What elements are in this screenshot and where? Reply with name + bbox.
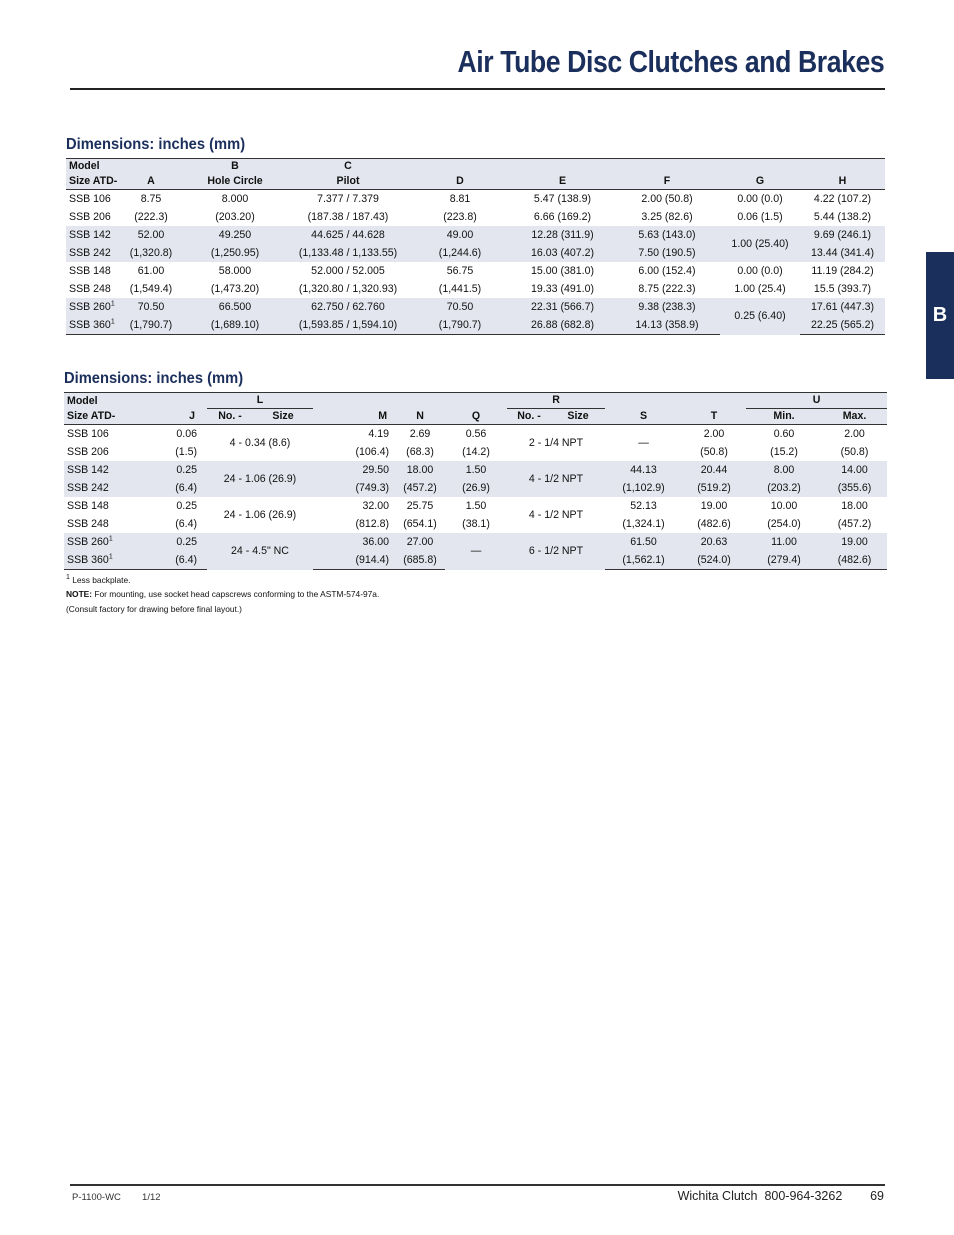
table-cell: (254.0) — [767, 518, 801, 530]
t2-col-u-max: Max. — [822, 409, 887, 425]
model-cell: SSB 248 — [69, 283, 111, 295]
model-cell: SSB 242 — [64, 479, 119, 497]
t1-col-size: Size ATD- — [66, 174, 119, 190]
table-cell: 66.500 — [183, 298, 287, 316]
table-cell: 8.000 — [221, 193, 249, 205]
table-cell: 22.25 (565.2) — [800, 316, 885, 335]
table-cell: 6.66 (169.2) — [533, 211, 592, 223]
table-cell: 5.63 (143.0) — [614, 226, 720, 244]
table-row — [66, 190, 885, 209]
t1-col-c: Pilot — [287, 174, 409, 190]
table-cell: 14.13 (358.9) — [614, 316, 720, 335]
table-cell: 58.000 — [218, 265, 252, 277]
footer-doc-code: P-1100-WC 1/12 — [72, 1192, 161, 1203]
table-cell: 49.00 — [409, 226, 511, 244]
table-cell: (1,324.1) — [622, 518, 665, 530]
t2-col-r-size: Size — [551, 409, 605, 425]
table-row — [64, 425, 887, 444]
model-cell: SSB 260$^1$ — [66, 298, 119, 316]
table-cell: 19.00 — [700, 500, 728, 512]
table-cell: (222.3) — [134, 211, 168, 223]
table-cell: (457.2) — [395, 479, 445, 497]
t1-col-c-letter: C — [287, 159, 409, 175]
table-cell: (482.6) — [822, 551, 887, 570]
table-cell: 2.00 — [703, 428, 725, 440]
table-cell: 52.000 / 52.005 — [311, 265, 385, 277]
table-cell: (1,244.6) — [409, 244, 511, 262]
table-cell: (1,102.9) — [605, 479, 682, 497]
table-cell: 70.50 — [119, 298, 183, 316]
table-cell: 0.06 (1.5) — [737, 211, 783, 223]
table-cell: 36.00 — [313, 533, 395, 551]
t1-col-b: Hole Circle — [183, 174, 287, 190]
table-cell: 9.69 (246.1) — [800, 226, 885, 244]
table-cell: (279.4) — [746, 551, 822, 570]
model-cell: SSB 148 — [67, 500, 109, 512]
model-cell: SSB 106 — [69, 193, 111, 205]
table-cell: 18.00 — [841, 500, 868, 512]
section-tab[interactable]: B — [926, 252, 954, 379]
table-cell: (1,250.95) — [183, 244, 287, 262]
t2-col-j: J — [119, 409, 207, 425]
table-cell: (1,790.7) — [409, 316, 511, 335]
table-cell: 26.88 (682.8) — [511, 316, 614, 335]
table-cell-merged: 6 - 1/2 NPT — [507, 533, 605, 570]
table-cell: 15.5 (393.7) — [813, 283, 872, 295]
table-cell: 22.31 (566.7) — [511, 298, 614, 316]
t1-col-b-letter: B — [183, 159, 287, 175]
table-cell: 1.00 (25.4) — [734, 283, 786, 295]
table-cell: 16.03 (407.2) — [511, 244, 614, 262]
t2-col-model: Model — [64, 393, 119, 410]
table-row — [64, 497, 887, 515]
table-row — [66, 298, 885, 316]
table-cell: 49.250 — [183, 226, 287, 244]
table-cell: 1.50 — [445, 461, 507, 479]
table-cell: 7.377 / 7.379 — [317, 193, 379, 205]
t2-col-u-min: Min. — [746, 409, 822, 425]
table-cell-merged: 4 - 1/2 NPT — [528, 509, 584, 521]
table-cell-merged: 4 - 1/2 NPT — [507, 461, 605, 497]
table-cell: (187.38 / 187.43) — [307, 211, 389, 223]
footer-divider — [70, 1184, 885, 1186]
table-cell: (223.8) — [443, 211, 477, 223]
table-cell: 0.56 — [465, 428, 487, 440]
model-cell: SSB 206 — [67, 446, 109, 458]
page-number: 69 — [870, 1189, 884, 1203]
table-cell: (1,562.1) — [605, 551, 682, 570]
table-cell: 10.00 — [770, 500, 798, 512]
table-row — [66, 262, 885, 280]
t2-col-m: M — [313, 409, 395, 425]
table-cell: (654.1) — [403, 518, 437, 530]
model-cell: SSB 260$^1$ — [64, 533, 119, 551]
dimensions-table-2 — [64, 392, 887, 570]
table-cell: 3.25 (82.6) — [641, 211, 693, 223]
model-cell: SSB 206 — [69, 211, 111, 223]
table-cell: (15.2) — [770, 446, 798, 458]
footer-contact — [678, 1189, 884, 1203]
table-cell: 5.47 (138.9) — [533, 193, 592, 205]
t1-col-h: H — [800, 174, 885, 190]
footnote-marker: 1 — [108, 553, 113, 561]
table-cell: (519.2) — [682, 479, 746, 497]
table-cell: (6.4) — [175, 518, 197, 530]
table-cell: 52.13 — [630, 500, 657, 512]
table-cell: 2.00 (50.8) — [641, 193, 693, 205]
table-cell: 19.00 — [822, 533, 887, 551]
mounting-note: NOTE: For mounting, use socket head capscrews conforming to the ASTM-574-97a. — [66, 589, 380, 600]
table-cell: (50.8) — [700, 446, 728, 458]
footnote-marker: 1 — [110, 300, 115, 308]
table-cell: 56.75 — [446, 265, 474, 277]
t1-col-a: A — [119, 174, 183, 190]
table-row — [64, 479, 887, 497]
table-cell-merged: 0.25 (6.40) — [720, 298, 800, 335]
model-cell: SSB 248 — [67, 518, 109, 530]
footnote-marker: 1 — [108, 535, 113, 543]
table-row — [64, 443, 887, 461]
table-cell: 2.00 — [844, 428, 865, 440]
table-cell: (482.6) — [697, 518, 731, 530]
model-cell: SSB 242 — [66, 244, 119, 262]
t2-col-l-no: No. - — [207, 409, 253, 425]
t1-col-d: D — [409, 174, 511, 190]
table-cell: (1,790.7) — [119, 316, 183, 335]
page-title: Air Tube Disc Clutches and Brakes — [457, 44, 884, 79]
table-cell: 44.625 / 44.628 — [287, 226, 409, 244]
table-cell: (106.4) — [355, 446, 390, 458]
table-cell: (203.2) — [746, 479, 822, 497]
table-cell: (1,133.48 / 1,133.55) — [287, 244, 409, 262]
t2-col-r-no: No. - — [507, 409, 551, 425]
table-cell: 0.25 — [119, 461, 207, 479]
table-cell: (1,549.4) — [129, 283, 173, 295]
t2-col-size: Size ATD- — [64, 409, 119, 425]
table-cell: (50.8) — [840, 446, 869, 458]
table-cell: 32.00 — [362, 500, 390, 512]
table1-heading: Dimensions: inches (mm) — [66, 136, 246, 153]
model-cell: SSB 148 — [69, 265, 111, 277]
footer-company: Wichita Clutch — [677, 1189, 758, 1203]
table-cell: (6.4) — [119, 551, 207, 570]
table-cell: 52.00 — [119, 226, 183, 244]
table-cell: (26.9) — [445, 479, 507, 497]
table-cell: 0.25 — [119, 533, 207, 551]
t1-col-g: G — [720, 174, 800, 190]
table-cell: (1,320.80 / 1,320.93) — [298, 283, 398, 295]
t2-col-r-group: R — [507, 393, 605, 409]
table-cell: (355.6) — [822, 479, 887, 497]
table-cell: 12.28 (311.9) — [511, 226, 614, 244]
table-cell: 0.60 — [773, 428, 795, 440]
table-cell: 18.00 — [395, 461, 445, 479]
table-row — [66, 208, 885, 226]
table-row — [66, 280, 885, 298]
table-cell: 11.19 (284.2) — [811, 265, 874, 277]
table-cell: (14.2) — [462, 446, 490, 458]
table-cell: 7.50 (190.5) — [614, 244, 720, 262]
table-cell: (6.4) — [119, 479, 207, 497]
table-cell: 8.75 — [140, 193, 162, 205]
footnote-backplate: $^1$ Less backplate. — [66, 574, 131, 585]
table-cell: 8.81 — [449, 193, 471, 205]
table2-heading: Dimensions: inches (mm) — [64, 370, 244, 387]
table-cell: 61.50 — [605, 533, 682, 551]
table-cell: 29.50 — [313, 461, 395, 479]
table-cell: 20.44 — [682, 461, 746, 479]
table-row — [64, 533, 887, 551]
table-cell: (38.1) — [462, 518, 490, 530]
table-cell: (1,473.20) — [210, 283, 260, 295]
table-cell: (1,320.8) — [119, 244, 183, 262]
table-cell: 70.50 — [409, 298, 511, 316]
table-cell: 4.19 — [368, 428, 390, 440]
t2-col-u-group: U — [746, 393, 887, 409]
table-cell: 44.13 — [605, 461, 682, 479]
table-cell-merged: 2 - 1/4 NPT — [528, 437, 584, 449]
table-cell: 2.69 — [409, 428, 431, 440]
table-cell: (1,689.10) — [183, 316, 287, 335]
model-cell: SSB 142 — [66, 226, 119, 244]
table-notes — [66, 571, 379, 616]
table-cell: (457.2) — [837, 518, 872, 530]
table-row — [64, 461, 887, 479]
t2-col-t: T — [682, 409, 746, 425]
table-cell: (685.8) — [395, 551, 445, 570]
t1-col-e: E — [511, 174, 614, 190]
table-cell: 11.00 — [746, 533, 822, 551]
table-cell: 25.75 — [406, 500, 434, 512]
table-cell: (812.8) — [355, 518, 390, 530]
title-divider — [70, 88, 885, 90]
table-cell: (68.3) — [406, 446, 434, 458]
table-cell: 0.00 (0.0) — [737, 265, 783, 277]
table-cell: 8.00 — [746, 461, 822, 479]
footnote-marker: 1 — [110, 318, 115, 326]
table-cell: 6.00 (152.4) — [638, 265, 696, 277]
t1-col-model: Model — [66, 159, 119, 175]
table-cell: (749.3) — [313, 479, 395, 497]
model-cell: SSB 360$^1$ — [64, 551, 119, 570]
table-cell: 14.00 — [822, 461, 887, 479]
consult-note: (Consult factory for drawing before final layout.) — [66, 603, 242, 614]
model-cell: SSB 106 — [67, 428, 109, 440]
t1-col-f: F — [614, 174, 720, 190]
t2-col-l-size: Size — [253, 409, 313, 425]
footer-phone: 800-964-3262 — [764, 1189, 843, 1203]
table-cell: (203.20) — [215, 211, 255, 223]
table-cell: 8.75 (222.3) — [638, 283, 696, 295]
t2-col-l-group: L — [207, 393, 313, 409]
table-cell: 20.63 — [682, 533, 746, 551]
table-cell-merged: — — [445, 533, 507, 570]
table-cell: 0.00 (0.0) — [737, 193, 783, 205]
table-cell: (524.0) — [682, 551, 746, 570]
table-cell: 9.38 (238.3) — [614, 298, 720, 316]
table-cell: 27.00 — [395, 533, 445, 551]
table-cell: (914.4) — [313, 551, 395, 570]
table-cell: (1,593.85 / 1,594.10) — [287, 316, 409, 335]
table-cell-merged: 24 - 1.06 (26.9) — [223, 509, 297, 521]
table-cell: 17.61 (447.3) — [800, 298, 885, 316]
table-cell: 4.22 (107.2) — [813, 193, 872, 205]
table-cell-merged: 4 - 0.34 (8.6) — [229, 437, 291, 449]
table-cell: (1,441.5) — [438, 283, 482, 295]
table-cell-merged: 24 - 1.06 (26.9) — [207, 461, 313, 497]
table-cell: 1.50 — [465, 500, 487, 512]
t2-col-s: S — [605, 409, 682, 425]
table-cell: 13.44 (341.4) — [800, 244, 885, 262]
table-cell-merged: 24 - 4.5" NC — [207, 533, 313, 570]
model-cell: SSB 142 — [64, 461, 119, 479]
model-cell: SSB 360$^1$ — [66, 316, 119, 335]
table-cell: 0.25 — [176, 500, 197, 512]
table-cell: 15.00 (381.0) — [530, 265, 595, 277]
table-cell: 0.06 — [176, 428, 197, 440]
table-cell: 62.750 / 62.760 — [287, 298, 409, 316]
table-cell: (1.5) — [175, 446, 197, 458]
t2-col-n: N — [395, 409, 445, 425]
table-row — [64, 515, 887, 533]
table-cell: 5.44 (138.2) — [813, 211, 872, 223]
table-row — [66, 226, 885, 244]
table-cell: 19.33 (491.0) — [530, 283, 595, 295]
dimensions-table-1 — [66, 158, 885, 335]
table-cell-merged: 1.00 (25.40) — [720, 226, 800, 262]
table-cell-merged: — — [638, 437, 649, 449]
table-cell: 61.00 — [137, 265, 165, 277]
t2-col-q: Q — [445, 409, 507, 425]
